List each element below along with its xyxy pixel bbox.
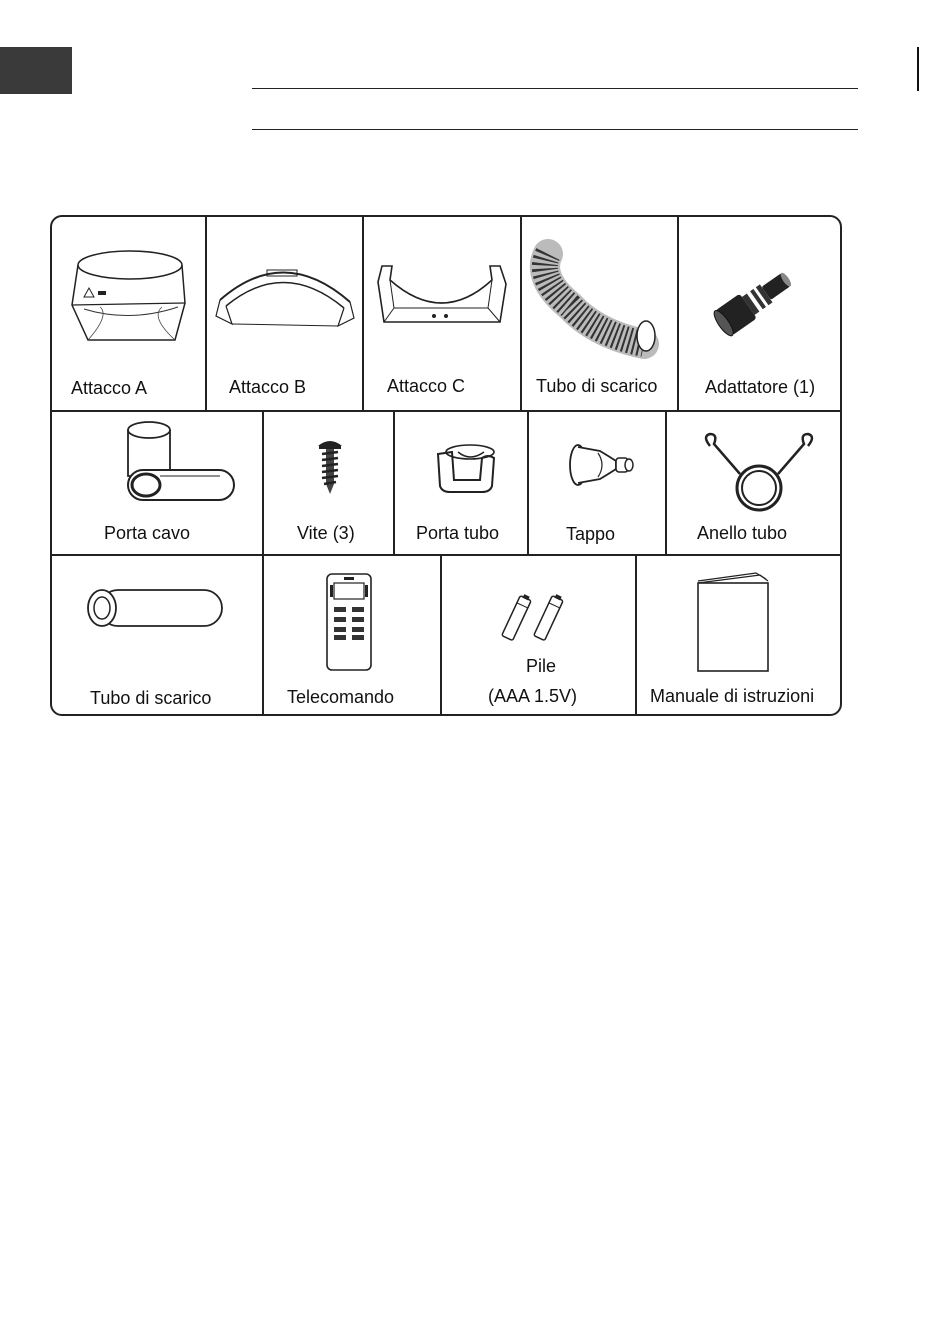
label-attacco-c: Attacco C xyxy=(387,376,466,396)
col-divider xyxy=(665,411,667,555)
cable-holder-illustration xyxy=(120,418,240,504)
window-adapter-c-illustration xyxy=(372,262,512,334)
drain-tube-illustration xyxy=(84,588,238,628)
hose-ring-illustration xyxy=(698,432,820,512)
hose-holder-illustration xyxy=(432,440,500,496)
label-anello-tubo: Anello tubo xyxy=(697,523,788,543)
col-divider xyxy=(635,555,637,715)
label-telecomando: Telecomando xyxy=(287,687,395,707)
label-vite: Vite (3) xyxy=(297,523,355,543)
header-rule-bottom xyxy=(252,129,858,130)
batteries-illustration xyxy=(500,594,570,644)
manual-booklet-illustration xyxy=(696,571,770,673)
label-porta-cavo: Porta cavo xyxy=(104,523,191,543)
label-attacco-a: Attacco A xyxy=(71,378,148,398)
page-edge-mark xyxy=(917,47,919,91)
col-divider xyxy=(205,215,207,411)
label-porta-tubo: Porta tubo xyxy=(416,523,500,543)
exhaust-hose-illustration xyxy=(536,248,664,348)
row-divider-1 xyxy=(50,410,842,412)
label-tubo-scarico-1: Tubo di scarico xyxy=(536,376,658,396)
label-manuale: Manuale di istruzioni xyxy=(650,686,815,706)
col-divider xyxy=(393,411,395,555)
drain-plug-illustration xyxy=(568,443,638,487)
col-divider xyxy=(440,555,442,715)
window-adapter-a-illustration xyxy=(70,245,190,345)
col-divider xyxy=(520,215,522,411)
screw-illustration xyxy=(316,438,344,496)
label-attacco-b: Attacco B xyxy=(229,377,307,397)
row-divider-2 xyxy=(50,554,842,556)
col-divider xyxy=(262,555,264,715)
label-tappo: Tappo xyxy=(566,524,616,544)
header-rule-top xyxy=(252,88,858,89)
adapter-illustration xyxy=(710,262,800,338)
window-adapter-b-illustration xyxy=(212,262,357,334)
col-divider xyxy=(677,215,679,411)
label-pile-type: (AAA 1.5V) xyxy=(488,686,578,706)
label-adattatore: Adattatore (1) xyxy=(705,377,816,397)
label-tubo-scarico-2: Tubo di scarico xyxy=(90,688,212,708)
col-divider xyxy=(527,411,529,555)
col-divider xyxy=(262,411,264,555)
language-tab xyxy=(0,47,72,94)
label-pile: Pile xyxy=(526,656,557,676)
remote-control-illustration xyxy=(326,573,372,671)
col-divider xyxy=(362,215,364,411)
